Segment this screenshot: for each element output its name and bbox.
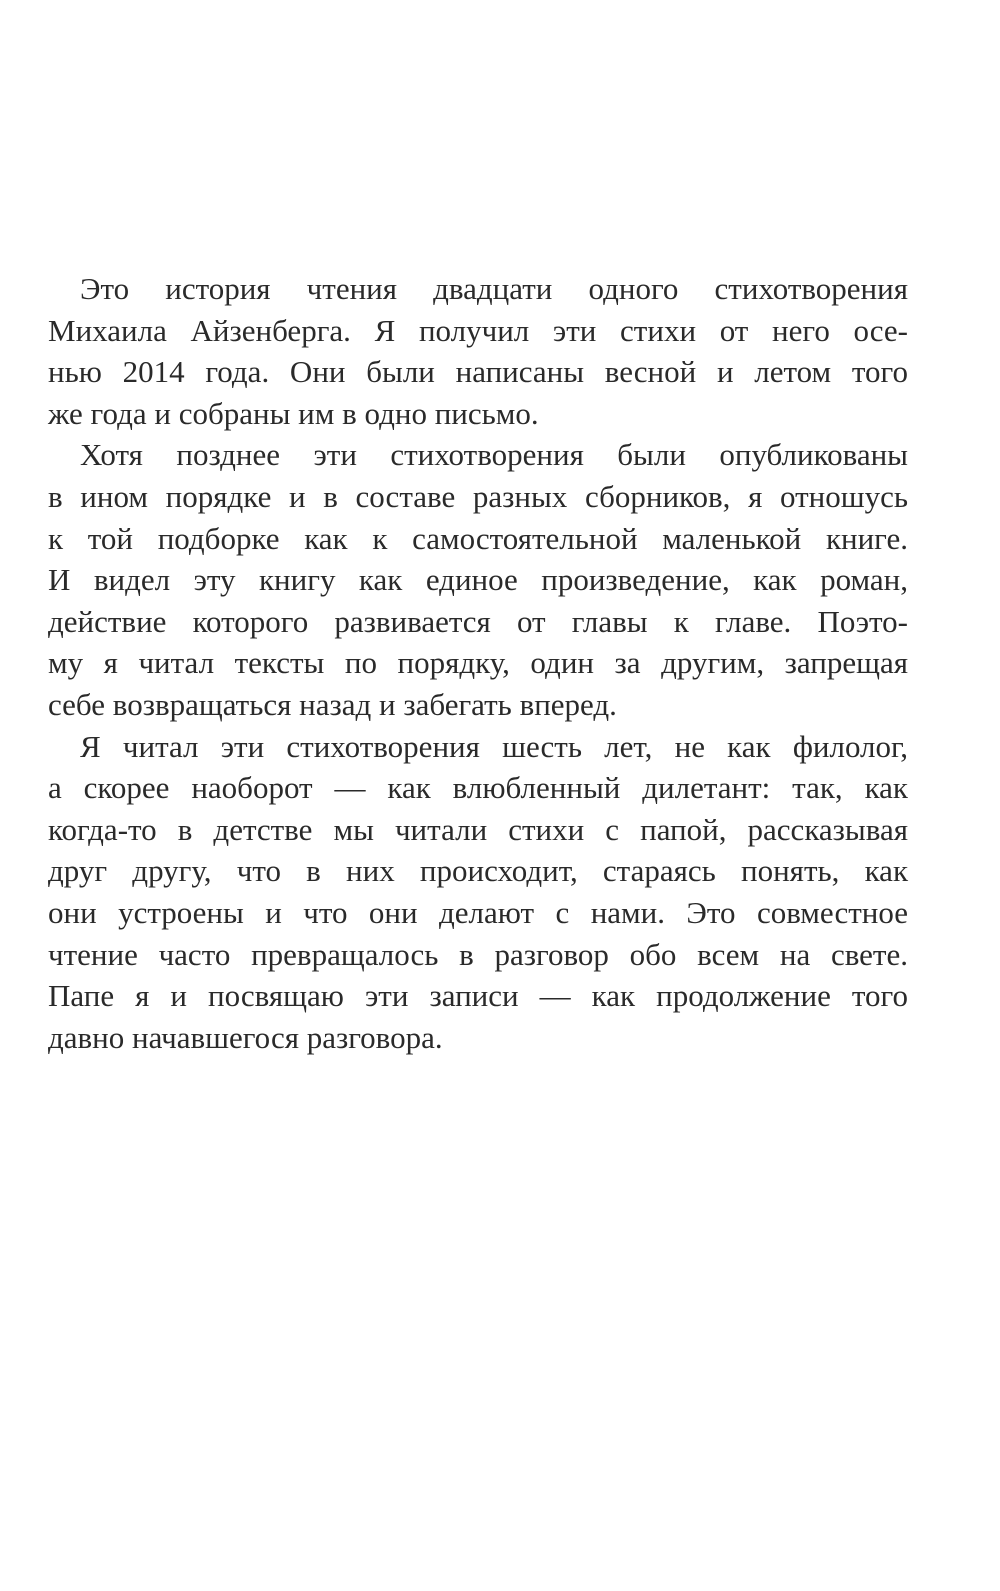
text-line: Это история чтения двадцати одного стихотворения [80, 271, 908, 306]
text-line: чтение часто превращалось в разговор обо всем на свете. [48, 936, 908, 972]
text-line: Михаила Айзенберга. Я получил эти стихи от него осе- [48, 312, 908, 348]
paragraph [48, 268, 908, 434]
text-line: а скорее наоборот — как влюбленный дилетант: так, как [48, 770, 908, 806]
paragraph [48, 726, 908, 1059]
text-line: в ином порядке и в составе разных сборников, я отношусь [48, 478, 908, 514]
text-line: к той подборке как к самостоятельной маленькой книге. [48, 520, 908, 556]
text-line: му я читал тексты по порядку, один за другим, запрещая [48, 645, 908, 681]
text-line: когда-то в детстве мы читали стихи с папой, рассказывая [48, 811, 908, 847]
page-body-text [48, 268, 908, 1058]
text-line: Папе я и посвящаю эти записи — как продолжение того [48, 978, 908, 1014]
paragraph [48, 434, 908, 725]
text-line: действие которого развивается от главы к главе. Поэто- [48, 603, 908, 639]
text-line: давно начавшегося разговора. [48, 1019, 443, 1055]
text-line: Хотя позднее эти стихотворения были опубликованы [80, 437, 908, 473]
text-line: нью 2014 года. Они были написаны весной и летом того [48, 354, 908, 390]
text-line: Я читал эти стихотворения шесть лет, не как филолог, [80, 728, 908, 764]
text-line: себе возвращаться назад и забегать вперед. [48, 686, 617, 722]
text-line: они устроены и что они делают с нами. Это совместное [48, 894, 908, 930]
text-line: же года и собраны им в одно письмо. [48, 395, 539, 431]
text-line: друг другу, что в них происходит, стараясь понять, как [48, 853, 908, 889]
text-line: И видел эту книгу как единое произведение, как роман, [48, 562, 908, 598]
